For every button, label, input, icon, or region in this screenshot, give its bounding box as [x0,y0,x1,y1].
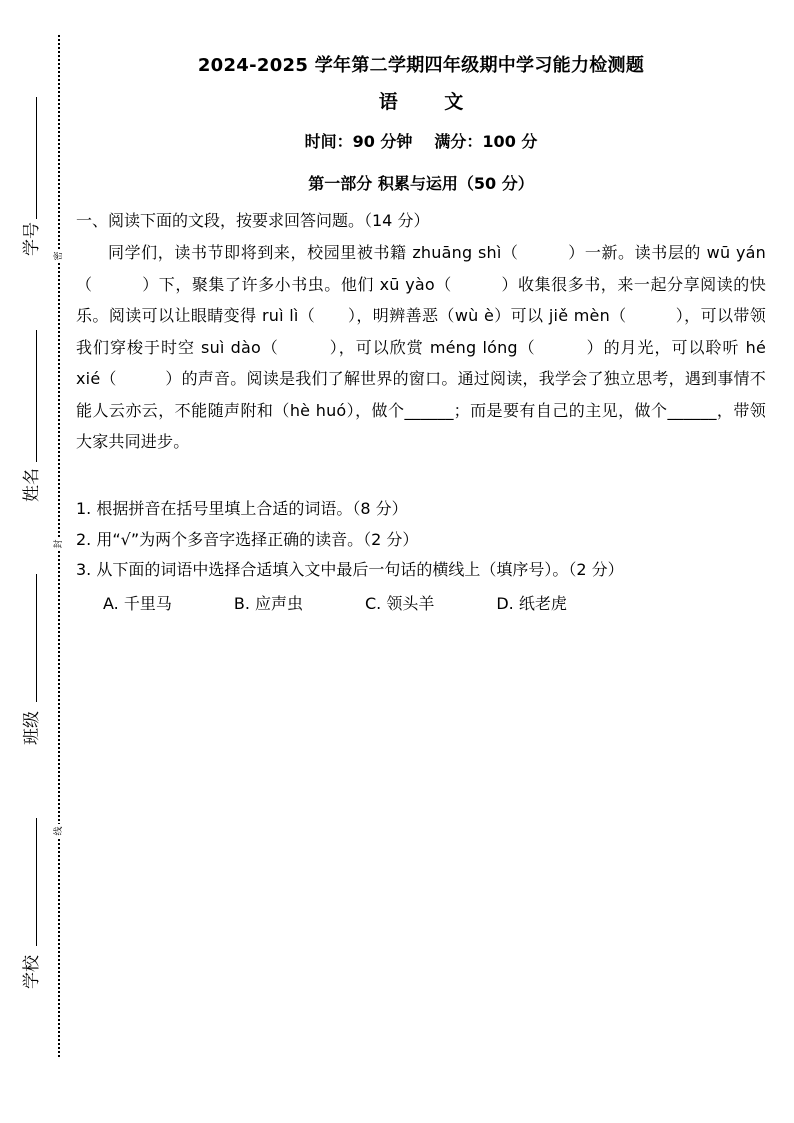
exam-score: 满分：100 分 [434,132,538,151]
cut-mark-mi: 密 [52,249,66,263]
part-title: 第一部分 积累与运用（50 分） [308,174,534,193]
option-c: C. 领头羊 [365,594,435,613]
exam-subject: 语 文 [378,91,484,113]
question-3: 3. 从下面的词语中选择合适填入文中最后一句话的横线上（填序号）。（2 分） [76,560,624,579]
reading-passage: 同学们，读书节即将到来，校园里被书籍 zhuāng shì（ ）一新。读书层的 wū yán（ ）下，聚集了许多小书虫。他们 xū yào（ ）收集很多书，来一起分享阅读的快乐。阅读可以让眼睛变得 ruì lì（ ），明辨善恶（wù è）可以 jiě mèn（ ），可以带领我们穿梭于时空 suì dào（ ），可以欣赏 méng lóng（ ）的月光，可以聆听 hé xié（ ）的声音。阅读是我们了解世界的窗口。通过阅读，我学会了独立思考，遇到事情不能人云亦云，不能随声附和（hè huó），做个______；而是要有自己的主见，做个______，带领大家共同进步。 [76,243,766,451]
cut-mark-xian: 线 [52,824,66,838]
answer-options [103,591,629,614]
option-a: A. 千里马 [103,594,172,613]
school-label: 学校 [22,955,42,989]
school-line [36,818,37,946]
question-1: 1. 根据拼音在括号里填上合适的词语。（8 分） [76,499,408,518]
name-label: 姓名 [22,468,42,502]
option-d: D. 纸老虎 [496,594,567,613]
exam-title: 2024-2025 学年第二学期四年级期中学习能力检测题 [197,55,645,76]
exam-meta [76,129,766,152]
option-b: B. 应声虫 [233,594,303,613]
student-id-label: 学号 [22,222,42,256]
question-2: 2. 用“√”为两个多音字选择正确的读音。（2 分） [76,529,419,549]
cut-mark-feng: 封 [52,537,66,551]
name-line [36,330,37,462]
section-heading: 一、阅读下面的文段，按要求回答问题。（14 分） [76,211,430,230]
question-list [76,497,766,589]
class-label: 班级 [22,711,42,745]
exam-time: 时间：90 分钟 [304,132,413,151]
class-line [36,574,37,702]
binding-margin [0,0,75,1123]
student-id-line [36,97,37,219]
